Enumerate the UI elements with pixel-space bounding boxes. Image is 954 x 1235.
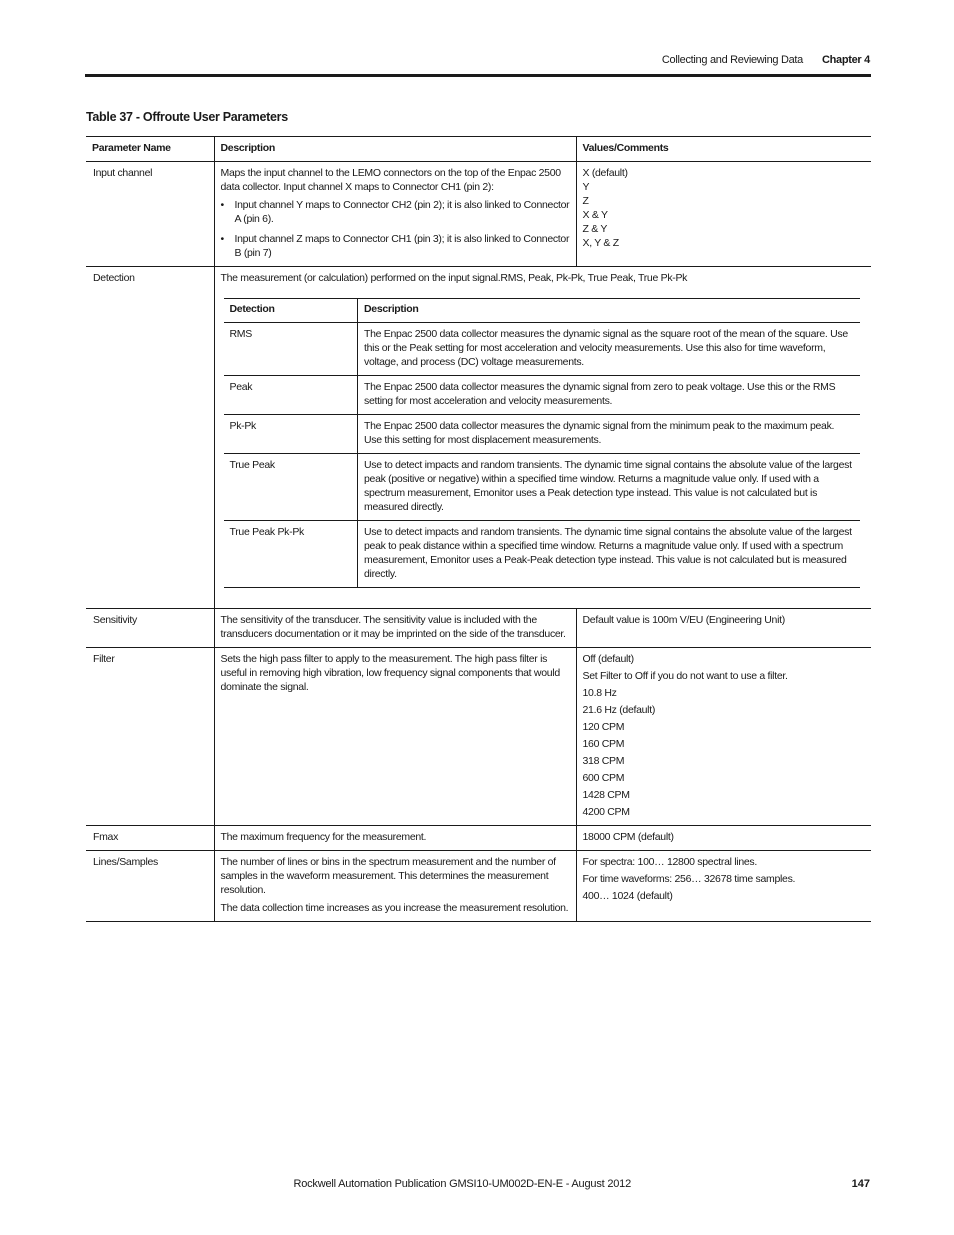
detection-description: The Enpac 2500 data collector measures the dynamic signal from zero to peak voltage. Use this or the RMS setting for most acceleration and velocity measurements. bbox=[358, 376, 860, 415]
description-filter: Sets the high pass filter to apply to the measurement. The high pass filter is useful in removing high vibration, low frequency signal components that would dominate the signal. bbox=[214, 648, 576, 826]
value-line: 4200 CPM bbox=[582, 806, 630, 818]
subtable-row-rms bbox=[224, 323, 860, 376]
subtable-row-true-peak bbox=[224, 454, 860, 521]
detection-description: The Enpac 2500 data collector measures the dynamic signal as the square root of the mean of the square. Use this or the Peak setting for most acceleration and velocity measurements. Use this also for time waveform, voltage, and process (DC) voltage measurements. bbox=[358, 323, 860, 376]
value-line: 318 CPM bbox=[582, 755, 625, 767]
value-line: 400… 1024 (default) bbox=[582, 890, 673, 902]
value-line: 21.6 Hz (default) bbox=[582, 704, 656, 716]
parameters-table bbox=[86, 136, 871, 922]
header-rule bbox=[85, 74, 871, 77]
param-name-input-channel: Input channel bbox=[86, 162, 214, 267]
description-text: The data collection time increases as you increase the measurement resolution. bbox=[220, 902, 569, 914]
description-lines-samples bbox=[214, 851, 576, 922]
detection-description: Use to detect impacts and random transients. The dynamic time signal contains the absolute value of the largest peak to peak distance within a specified time window. Returns a magnitude value only. If used with a spectrum measurement, Emonitor uses a Peak-Peak detection type instead. This value is not calculated but is measured directly. bbox=[358, 521, 860, 588]
detection-description: Use to detect impacts and random transients. The dynamic time signal contains the absolute value of the largest peak (positive or negative) within a specified time window. Returns a magnitude value only. If used with a spectrum measurement, Emonitor uses a Peak detection type instead. This value is not calculated but is measured directly. bbox=[358, 454, 860, 521]
value-line: 120 CPM bbox=[582, 721, 625, 733]
value-line: 1428 CPM bbox=[582, 789, 630, 801]
table-header-row bbox=[86, 137, 871, 162]
value-line: 10.8 Hz bbox=[582, 687, 617, 699]
value-line: Y bbox=[582, 181, 590, 193]
detection-type: Pk-Pk bbox=[224, 415, 358, 454]
detection-type: True Peak Pk-Pk bbox=[224, 521, 358, 588]
description-text: The number of lines or bins in the spectrum measurement and the number of samples in the waveform measurement. This determines the measurement resolution. bbox=[220, 856, 556, 896]
values-sensitivity: Default value is 100m V/EU (Engineering Unit) bbox=[576, 609, 871, 648]
detection-type: RMS bbox=[224, 323, 358, 376]
values-input-channel bbox=[576, 162, 871, 267]
description-text: Maps the input channel to the LEMO connectors on the top of the Enpac 2500 data collector. Input channel X maps to Connector CH1 (pin 2): bbox=[220, 167, 561, 193]
detection-type: True Peak bbox=[224, 454, 358, 521]
description-input-channel bbox=[214, 162, 576, 267]
running-header-section: Collecting and Reviewing Data bbox=[661, 54, 803, 66]
values-lines-samples bbox=[576, 851, 871, 922]
table-row-input-channel bbox=[86, 162, 871, 267]
table-row-detection bbox=[86, 267, 871, 609]
value-line: For spectra: 100… 12800 spectral lines. bbox=[582, 856, 757, 868]
param-name-sensitivity: Sensitivity bbox=[86, 609, 214, 648]
value-line: X (default) bbox=[582, 167, 628, 179]
column-header-description: Description bbox=[214, 137, 576, 162]
table-caption: Table 37 - Offroute User Parameters bbox=[86, 110, 288, 124]
table-row-filter bbox=[86, 648, 871, 826]
column-header-parameter-name: Parameter Name bbox=[86, 137, 214, 162]
value-line: For time waveforms: 256… 32678 time samples. bbox=[582, 873, 796, 885]
bullet-item: • Input channel Z maps to Connector CH1 (pin 3); it is also linked to Connector B (pin 7) bbox=[221, 232, 570, 260]
value-line: 600 CPM bbox=[582, 772, 625, 784]
value-line: Set Filter to Off if you do not want to use a filter. bbox=[582, 670, 788, 682]
footer-publication: Rockwell Automation Publication GMSI10-UM002D-EN-E - August 2012 bbox=[293, 1178, 631, 1190]
detection-subtable bbox=[224, 298, 860, 588]
subtable-row-peak bbox=[224, 376, 860, 415]
param-name-filter: Filter bbox=[86, 648, 214, 826]
subtable-header-description: Description bbox=[358, 299, 860, 323]
value-line: Z bbox=[582, 195, 589, 207]
detection-type: Peak bbox=[224, 376, 358, 415]
param-name-fmax: Fmax bbox=[86, 826, 214, 851]
description-sensitivity: The sensitivity of the transducer. The sensitivity value is included with the transducers documentation or it may be imprinted on the side of the transducer. bbox=[214, 609, 576, 648]
bullet-item: • Input channel Y maps to Connector CH2 (pin 2); it is also linked to Connector A (pin 6). bbox=[221, 198, 570, 226]
subtable-row-pk-pk bbox=[224, 415, 860, 454]
table-row-lines-samples bbox=[86, 851, 871, 922]
value-line: Off (default) bbox=[582, 653, 634, 665]
subtable-header-row bbox=[224, 299, 860, 323]
value-line: 160 CPM bbox=[582, 738, 625, 750]
column-header-values-comments: Values/Comments bbox=[576, 137, 871, 162]
subtable-header-detection: Detection bbox=[224, 299, 358, 323]
description-detection bbox=[214, 267, 871, 609]
running-header-chapter: Chapter 4 bbox=[821, 54, 870, 66]
values-fmax: 18000 CPM (default) bbox=[576, 826, 871, 851]
table-row-fmax bbox=[86, 826, 871, 851]
table-row-sensitivity bbox=[86, 609, 871, 648]
description-fmax: The maximum frequency for the measurement. bbox=[214, 826, 576, 851]
param-name-lines-samples: Lines/Samples bbox=[86, 851, 214, 922]
bullet-list bbox=[221, 198, 570, 260]
param-name-detection: Detection bbox=[86, 267, 214, 609]
values-filter bbox=[576, 648, 871, 826]
page-number: 147 bbox=[851, 1178, 870, 1190]
description-text: The measurement (or calculation) performed on the input signal.RMS, Peak, Pk-Pk, True Peak, True Pk-Pk bbox=[220, 272, 688, 284]
value-line: X & Y bbox=[582, 209, 608, 221]
detection-description: The Enpac 2500 data collector measures the dynamic signal from the minimum peak to the maximum peak. Use this setting for most displacement measurements. bbox=[358, 415, 860, 454]
value-line: Z & Y bbox=[582, 223, 608, 235]
value-line: X, Y & Z bbox=[582, 237, 619, 249]
subtable-row-true-peak-pk-pk bbox=[224, 521, 860, 588]
